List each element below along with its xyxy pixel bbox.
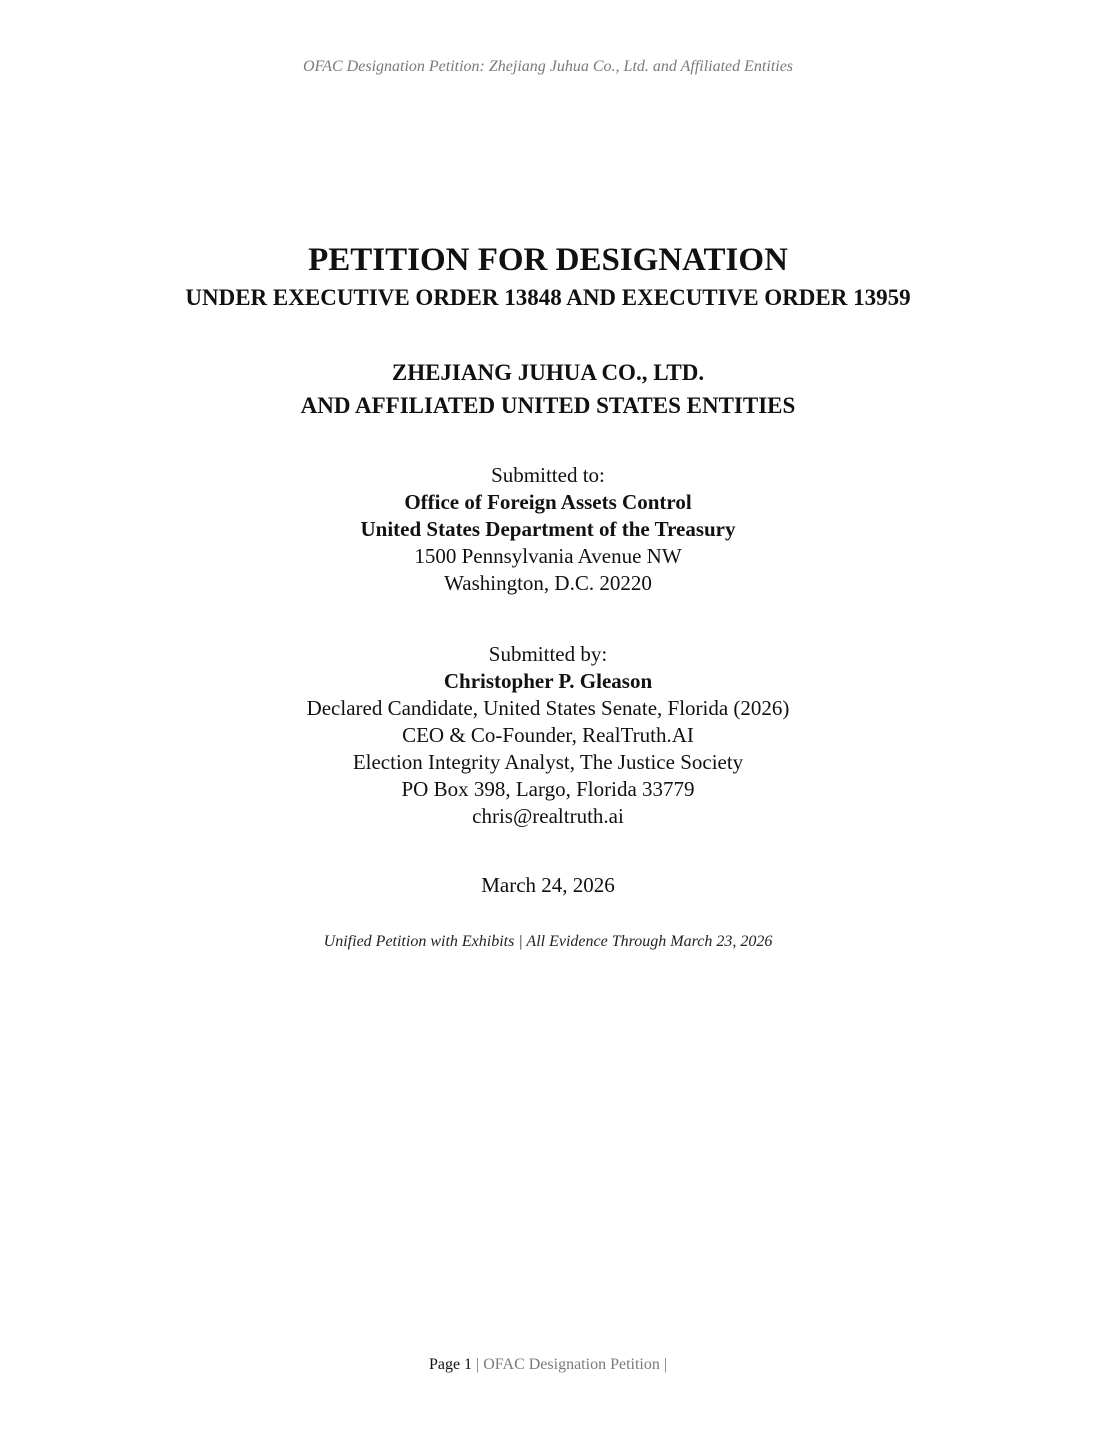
entity-name: ZHEJIANG JUHUA CO., LTD. <box>391 360 705 385</box>
recipient-address-line1: 1500 Pennsylvania Avenue NW <box>414 544 682 568</box>
recipient-address-line2: Washington, D.C. 20220 <box>444 571 652 595</box>
document-subtitle: UNDER EXECUTIVE ORDER 13848 AND EXECUTIVE ORDER 13959 <box>185 285 911 310</box>
page-footer <box>0 1356 1096 1374</box>
petitioner-role-2: CEO & Co-Founder, RealTruth.AI <box>402 723 694 747</box>
entity-block <box>0 356 1096 422</box>
petitioner-role-1: Declared Candidate, United States Senate, Florida (2026) <box>306 696 790 720</box>
submitted-to-label: Submitted to: <box>491 463 605 487</box>
running-header: OFAC Designation Petition: Zhejiang Juhua Co., Ltd. and Affiliated Entities <box>302 58 794 75</box>
page-number: Page 1 <box>428 1356 473 1373</box>
evidence-note: Unified Petition with Exhibits | All Evidence Through March 23, 2026 <box>323 933 773 950</box>
petition-date: March 24, 2026 <box>481 873 615 897</box>
recipient-department: United States Department of the Treasury <box>360 517 736 541</box>
recipient-office: Office of Foreign Assets Control <box>404 490 692 514</box>
petitioner-email[interactable]: chris@realtruth.ai <box>472 804 624 828</box>
submitted-by-block <box>0 641 1096 830</box>
submitted-to-block <box>0 462 1096 597</box>
entity-affiliates: AND AFFILIATED UNITED STATES ENTITIES <box>300 393 796 418</box>
footer-title: | OFAC Designation Petition | <box>472 1356 668 1373</box>
petitioner-name: Christopher P. Gleason <box>443 669 653 693</box>
document-title: PETITION FOR DESIGNATION <box>308 242 788 278</box>
petitioner-role-3: Election Integrity Analyst, The Justice Society <box>352 750 744 774</box>
petitioner-address: PO Box 398, Largo, Florida 33779 <box>401 777 695 801</box>
title-block <box>0 240 1096 316</box>
submitted-by-label: Submitted by: <box>488 642 608 666</box>
